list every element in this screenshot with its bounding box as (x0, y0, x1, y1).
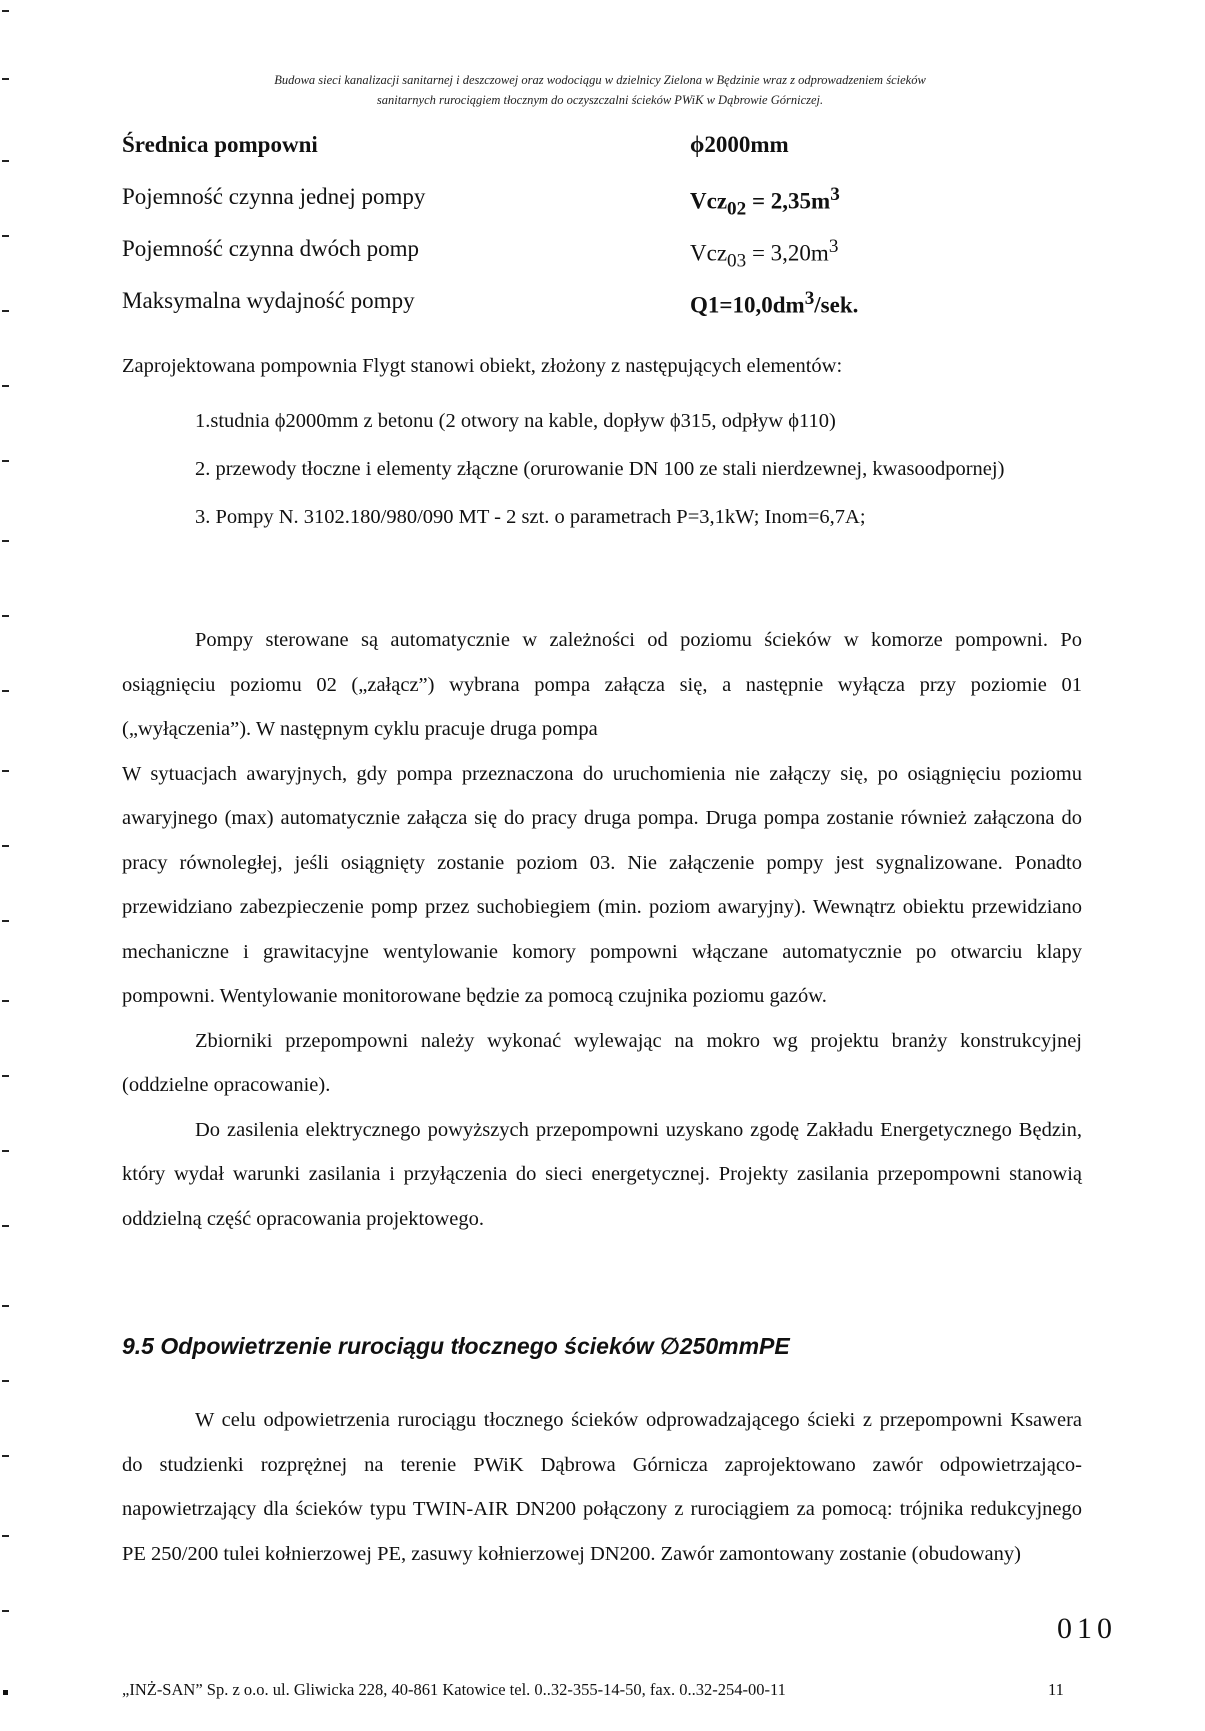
paragraph-power-supply: Do zasilenia elektrycznego powyższych przepompowni uzyskano zgodę Zakładu Energetycznego Będzin, który wydał warunki zasilania i przyłączenia do sieci energetycznej. Projekty zasilania przepompowni stanowią oddzielną część opracowania projektowego. (122, 1118, 1082, 1230)
param-value-superscript: 3 (830, 184, 840, 205)
margin-tick (2, 1150, 9, 1152)
param-row-max-flow (122, 288, 1082, 340)
margin-tick (2, 1380, 9, 1382)
margin-tick (2, 845, 9, 847)
margin-tick (2, 770, 9, 772)
list-item: 3. Pompy N. 3102.180/980/090 MT - 2 szt. o parametrach P=3,1kW; Inom=6,7A; (195, 506, 866, 528)
footer-company-info: „INŻ-SAN” Sp. z o.o. ul. Gliwicka 228, 40-861 Katowice tel. 0..32-355-14-50, fax. 0..32-254-00-11 (122, 1680, 786, 1699)
header-line-2: sanitarnych rurociągiem tłocznym do oczyszczalni ścieków PWiK w Dąbrowie Górniczej. (376, 93, 824, 107)
paragraph-tanks: Zbiorniki przepompowni należy wykonać wylewając na mokro wg projektu branży konstrukcyjnej (oddzielne opracowanie). (122, 1029, 1082, 1096)
margin-tick (2, 385, 9, 387)
margin-tick (2, 920, 9, 922)
paragraph-pump-control: Pompy sterowane są automatycznie w zależności od poziomu ścieków w komorze pompowni. Po osiągnięciu poziomu 02 („załącz”) wybrana pompa załącza się, a następnie wyłącza przy poziomie 01 („wyłączenia”). W następnym cyklu pracuje druga pompa (122, 629, 1082, 740)
parameters-list (122, 132, 1082, 340)
header-line-1: Budowa sieci kanalizacji sanitarnej i deszczowej oraz wodociągu w dzielnicy Zielona w Będzinie wraz z odprowadzeniem ścieków (274, 73, 926, 87)
param-value-superscript: 3 (828, 236, 839, 257)
param-value-prefix: Vcz (690, 188, 728, 214)
page-stamp: 010 (1057, 1612, 1117, 1645)
list-item: 1.studnia ϕ2000mm z betonu (2 otwory na kable, dopływ ϕ315, odpływ ϕ110) (195, 410, 836, 432)
margin-tick (2, 540, 9, 542)
param-label: Pojemność czynna dwóch pomp (122, 236, 420, 261)
section-heading: 9.5 Odpowietrzenie rurociągu tłocznego ścieków ∅250mmPE (122, 1333, 790, 1359)
margin-tick (2, 160, 9, 162)
margin-tick (2, 1610, 9, 1612)
margin-tick (2, 78, 9, 80)
margin-tick (2, 235, 9, 237)
param-value-prefix: Vcz (690, 240, 728, 266)
margin-tick (2, 1000, 9, 1002)
param-label: Maksymalna wydajność pompy (122, 288, 415, 313)
elements-list (195, 408, 1065, 552)
param-value-equation: = 2,35m (746, 188, 831, 214)
margin-tick (2, 310, 9, 312)
page-number: 11 (1048, 1680, 1064, 1699)
scan-margin-marks (0, 0, 14, 1731)
param-row-diameter (122, 132, 1082, 184)
margin-tick (2, 615, 9, 617)
paragraph-emergency: W sytuacjach awaryjnych, gdy pompa przeznaczona do uruchomienia nie załączy się, po osiągnięciu poziomu awaryjnego (max) automatycznie załącza się do pracy druga pompa. Druga pompa zostanie również załączona do pracy równoległej, jeśli osiągnięty zostanie poziom 03. Nie załączenie pompy jest sygnalizowane. Ponadto przewidziano zabezpieczenie pomp przez suchobiegiem (min. poziom awaryjny). Wewnątrz obiektu przewidziano mechaniczne i grawitacyjne wentylowanie komory pompowni włączane automatycznie po otwarciu klapy pompowni. Wentylowanie monitorowane będzie za pomocą czujnika poziomu gazów. (122, 762, 1082, 1007)
margin-tick (2, 1305, 9, 1307)
section-body (122, 1398, 1082, 1576)
margin-tick (2, 1455, 9, 1457)
margin-tick (2, 1535, 9, 1537)
margin-tick (2, 690, 9, 692)
param-value: ϕ2000mm (690, 132, 789, 157)
param-label: Średnica pompowni (122, 132, 318, 157)
param-value (690, 288, 858, 319)
margin-tick (2, 10, 9, 12)
list-item: 2. przewody tłoczne i elementy złączne (orurowanie DN 100 ze stali nierdzewnej, kwasoodpornej) (195, 458, 1005, 480)
margin-tick (2, 460, 9, 462)
param-value-equation: = 3,20m (746, 240, 829, 266)
param-value-prefix: Q1=10,0dm (690, 292, 805, 318)
param-value-superscript: 3 (804, 288, 815, 309)
param-label: Pojemność czynna jednej pompy (122, 184, 426, 209)
param-row-capacity-two-pumps (122, 236, 1082, 288)
margin-dot (3, 1690, 8, 1695)
param-row-capacity-one-pump (122, 184, 1082, 236)
paragraph-air-valve: W celu odpowietrzenia rurociągu tłocznego ścieków odprowadzającego ścieki z przepompowni Ksawera do studzienki rozprężnej na terenie PWiK Dąbrowa Górnicza zaprojektowano zawór odpowietrzająco-napowietrzający dla ścieków typu TWIN-AIR DN200 połączony z rurociągiem za pomocą: trójnika redukcyjnego PE 250/200 tulei kołnierzowej PE, zasuwy kołnierzowej DN200. Zawór zamontowany zostanie (obudowany) (122, 1409, 1082, 1565)
document-header (120, 70, 1080, 110)
param-value (690, 236, 838, 272)
param-value-subscript: 02 (727, 198, 747, 220)
intro-paragraph: Zaprojektowana pompownia Flygt stanowi obiekt, złożony z następujących elementów: (122, 355, 843, 377)
margin-tick (2, 1225, 9, 1227)
body-text (122, 618, 1082, 1241)
param-value-suffix: /sek. (814, 292, 859, 318)
param-value (690, 184, 840, 220)
param-value-subscript: 03 (727, 250, 747, 272)
margin-tick (2, 1075, 9, 1077)
